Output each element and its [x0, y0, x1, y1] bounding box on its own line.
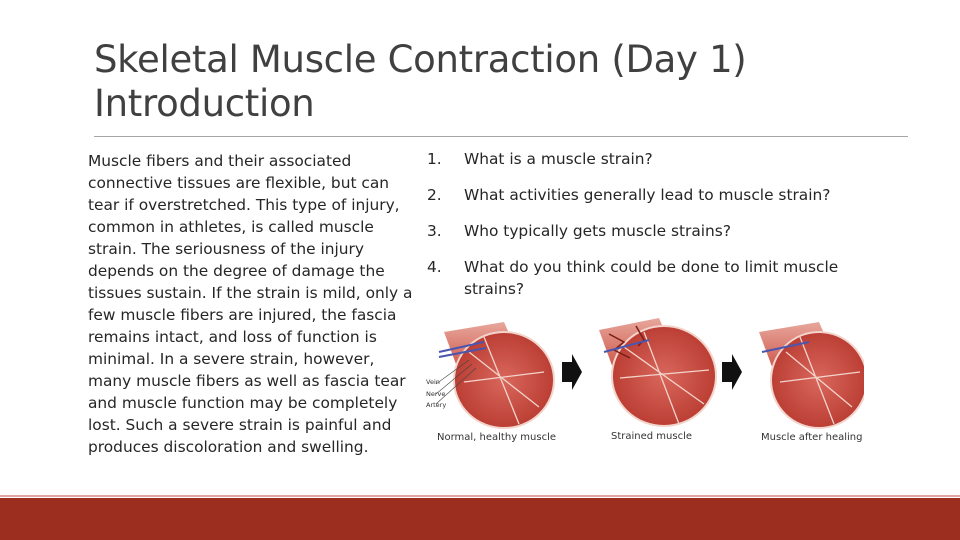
- caption-normal: Normal, healthy muscle: [437, 432, 557, 443]
- question-number: 2.: [427, 186, 442, 204]
- question-item: [426, 256, 866, 300]
- footer-accent-line: [0, 495, 960, 497]
- question-item: [426, 148, 866, 170]
- question-text: What do you think could be done to limit muscle strains?: [464, 258, 839, 298]
- question-list: [426, 148, 866, 314]
- question-number: 4.: [427, 258, 442, 276]
- question-text: Who typically gets muscle strains?: [464, 222, 731, 240]
- question-text: What is a muscle strain?: [464, 150, 653, 168]
- artery-label: Artery: [426, 401, 447, 409]
- slide-title: [94, 38, 894, 126]
- question-number: 1.: [427, 150, 442, 168]
- question-number: 3.: [427, 222, 442, 240]
- arrow-right-icon: [562, 354, 582, 390]
- healed-muscle-drawing: [759, 322, 864, 428]
- title-line-2: Introduction: [94, 82, 315, 125]
- question-item: [426, 184, 866, 206]
- muscle-strain-figure: [424, 312, 864, 452]
- normal-muscle-drawing: [436, 322, 554, 428]
- strained-muscle-drawing: [599, 318, 716, 426]
- title-line-1: Skeletal Muscle Contraction (Day 1): [94, 38, 747, 81]
- arrow-right-icon: [722, 354, 742, 390]
- footer-bar: [0, 498, 960, 540]
- question-text: What activities generally lead to muscle strain?: [464, 186, 831, 204]
- body-paragraph: Muscle fibers and their associated connective tissues are flexible, but can tear if overstretched. This type of injury, common in athletes, is called muscle strain. The seriousness of the injury depends on the degree of damage the tissues sustain. If the strain is mild, only a few muscle fibers are injured, the fascia remains intact, and loss of function is minimal. In a severe strain, however, many muscle fibers as well as fascia tear and muscle function may be completely lost. Such a severe strain is painful and produces discoloration and swelling.: [88, 152, 413, 456]
- title-divider: [94, 136, 908, 137]
- question-item: [426, 220, 866, 242]
- caption-strained: Strained muscle: [611, 431, 693, 442]
- vein-label: Vein: [426, 378, 440, 386]
- nerve-label: Nerve: [426, 390, 446, 398]
- caption-healed: Muscle after healing: [761, 432, 863, 443]
